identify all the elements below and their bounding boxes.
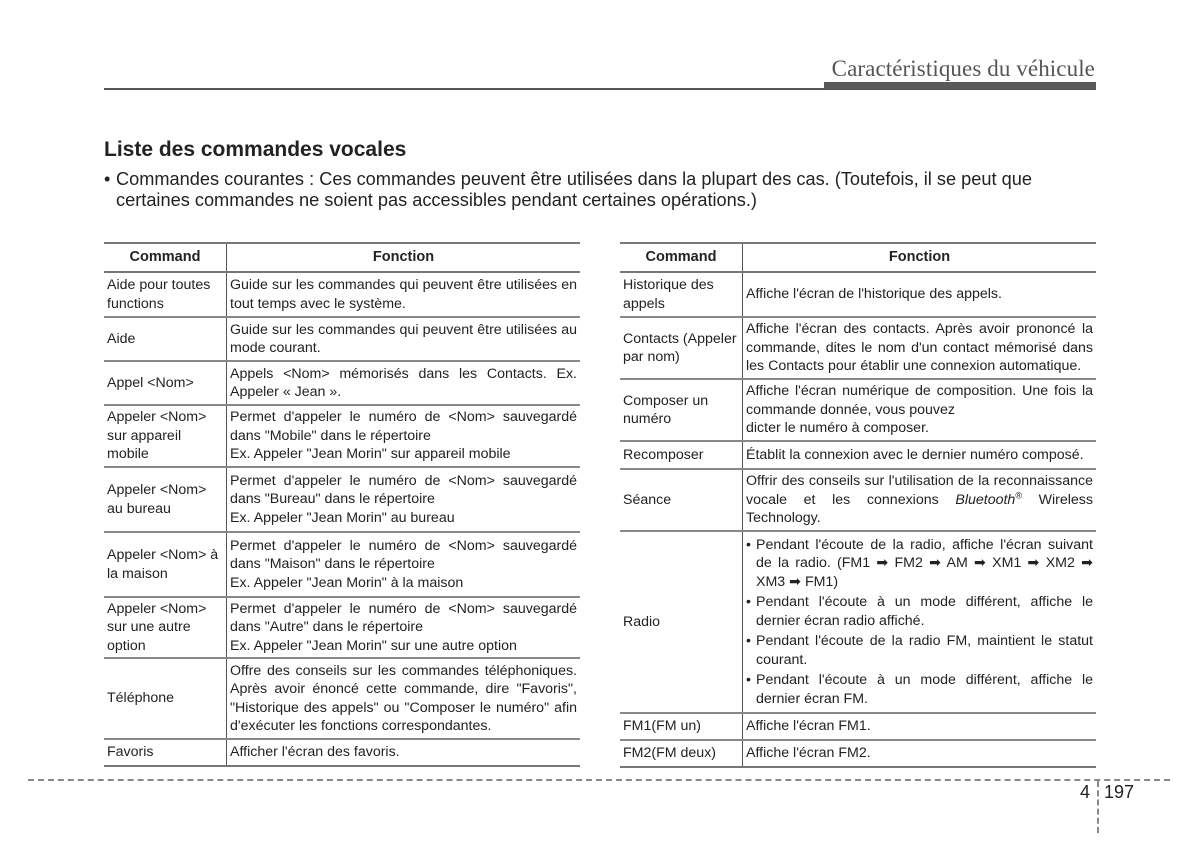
command-cell: Radio xyxy=(620,531,743,713)
command-cell: Historique des appels xyxy=(620,272,743,317)
list-item: • Pendant l'écoute à un mode différent, affiche le dernier écran radio affiché. xyxy=(746,593,1093,630)
fonction-cell xyxy=(227,532,581,597)
command-cell: Appeler <Nom> sur une autre option xyxy=(104,597,227,658)
table-row xyxy=(620,713,1096,740)
command-cell: Contacts (Appeler par nom) xyxy=(620,317,743,379)
voice-commands-table-right xyxy=(620,242,1096,768)
fonction-cell xyxy=(227,405,581,467)
list-item: • Pendant l'écoute de la radio, affiche l'écran suivant de la radio. (FM1 ➡ FM2 ➡ AM ➡ XM1 ➡ XM2 ➡ XM3 ➡ FM1) xyxy=(746,536,1093,592)
fonction-cell: Affiche l'écran FM1. xyxy=(743,713,1097,740)
command-cell: Appeler <Nom> au bureau xyxy=(104,467,227,532)
radio-bullet-list xyxy=(746,536,1093,709)
voice-commands-table-left xyxy=(104,242,580,767)
table-row xyxy=(620,272,1096,317)
table-row xyxy=(620,531,1096,713)
command-cell: Séance xyxy=(620,469,743,531)
table-row xyxy=(620,379,1096,441)
header-bar xyxy=(824,82,1096,90)
fonction-example: Ex. Appeler "Jean Morin" sur une autre option xyxy=(230,637,517,654)
column-header-command: Command xyxy=(104,243,227,272)
fonction-cell xyxy=(227,467,581,532)
header-rule xyxy=(104,88,824,90)
command-cell: Aide pour toutes functions xyxy=(104,272,227,317)
fonction-line: Affiche l'écran numérique de composition. Une fois la commande donnée, vous pouvez xyxy=(746,383,1093,418)
fonction-text: Offrir des conseils sur l'utilisation de la reconnaissance vocale et les connexions xyxy=(746,473,1093,508)
page-number: 197 xyxy=(1104,782,1135,802)
fonction-cell xyxy=(743,469,1097,531)
fonction-cell: Affiche l'écran FM2. xyxy=(743,740,1097,767)
bullet-icon: • xyxy=(104,169,111,189)
table-row xyxy=(104,467,580,532)
table-row xyxy=(104,739,580,766)
fonction-cell: Guide sur les commandes qui peuvent être utilisées au mode courant. xyxy=(227,317,581,361)
fonction-cell: Affiche l'écran de l'historique des appels. xyxy=(743,272,1097,317)
table-row xyxy=(620,740,1096,767)
table-row xyxy=(104,317,580,361)
column-header-fonction: Fonction xyxy=(743,243,1097,272)
bluetooth-brand: Bluetooth xyxy=(955,491,1016,508)
fonction-example: Ex. Appeler "Jean Morin" à la maison xyxy=(230,574,464,591)
intro-paragraph xyxy=(104,169,1099,211)
intro-text: Commandes courantes : Ces commandes peuvent être utilisées dans la plupart des cas. (Toutefois, il se peut que certaines commandes ne soient pas accessibles pendant certaines opérations.) xyxy=(116,169,1032,210)
table-row xyxy=(104,597,580,658)
table-header-row xyxy=(620,243,1096,272)
chapter-number: 4 xyxy=(1080,782,1091,802)
fonction-line: dicter le numéro à composer. xyxy=(746,420,929,437)
table-row xyxy=(620,317,1096,379)
fonction-cell: Affiche l'écran des contacts. Après avoir prononcé la commande, dites le nom d'un contact mémorisé dans les Contacts pour établir une connexion automatique. xyxy=(743,317,1097,379)
command-cell: FM1(FM un) xyxy=(620,713,743,740)
fonction-cell: Offre des conseils sur les commandes téléphoniques. Après avoir énoncé cette commande, dire "Favoris", "Historique des appels" ou "Composer le numéro" afin d'exécuter les fonctions correspondantes. xyxy=(227,658,581,739)
table-row xyxy=(620,441,1096,469)
command-cell: Téléphone xyxy=(104,658,227,739)
list-item: • Pendant l'écoute à un mode différent, affiche le dernier écran FM. xyxy=(746,671,1093,708)
fonction-cell: Établit la connexion avec le dernier numéro composé. xyxy=(743,441,1097,469)
fonction-cell xyxy=(227,597,581,658)
fonction-cell xyxy=(743,379,1097,441)
column-header-command: Command xyxy=(620,243,743,272)
registered-mark: ® xyxy=(1015,490,1022,501)
chapter-title: Caractéristiques du véhicule xyxy=(831,56,1095,81)
footer-vertical-dashed-rule xyxy=(1097,781,1099,833)
command-cell: Aide xyxy=(104,317,227,361)
fonction-line: Permet d'appeler le numéro de <Nom> sauvegardé dans "Autre" dans le répertoire xyxy=(230,600,577,636)
table-row xyxy=(104,361,580,405)
fonction-cell xyxy=(743,531,1097,713)
command-cell: Appel <Nom> xyxy=(104,361,227,405)
fonction-line: Permet d'appeler le numéro de <Nom> sauvegardé dans "Mobile" dans le répertoire xyxy=(230,409,577,444)
table-header-row xyxy=(104,243,580,272)
fonction-text: Wireless Technology. xyxy=(746,491,1093,527)
footer-dashed-rule xyxy=(28,779,1170,781)
table-row xyxy=(104,272,580,317)
command-cell: Composer un numéro xyxy=(620,379,743,441)
table-row xyxy=(620,469,1096,531)
section-title: Liste des commandes vocales xyxy=(104,138,407,161)
fonction-cell: Afficher l'écran des favoris. xyxy=(227,739,581,766)
command-cell: FM2(FM deux) xyxy=(620,740,743,767)
command-cell: Favoris xyxy=(104,739,227,766)
fonction-line: Permet d'appeler le numéro de <Nom> sauvegardé dans "Bureau" dans le répertoire xyxy=(230,472,577,508)
table-row xyxy=(104,532,580,597)
table-row xyxy=(104,658,580,739)
fonction-cell: Guide sur les commandes qui peuvent être utilisées en tout temps avec le système. xyxy=(227,272,581,317)
fonction-line: Permet d'appeler le numéro de <Nom> sauvegardé dans "Maison" dans le répertoire xyxy=(230,537,577,573)
command-cell: Appeler <Nom> à la maison xyxy=(104,532,227,597)
fonction-cell: Appels <Nom> mémorisés dans les Contacts. Ex. Appeler « Jean ». xyxy=(227,361,581,405)
fonction-example: Ex. Appeler "Jean Morin" sur appareil mobile xyxy=(230,446,511,463)
table-row xyxy=(104,405,580,467)
list-item: • Pendant l'écoute de la radio FM, maintient le statut courant. xyxy=(746,632,1093,669)
fonction-example: Ex. Appeler "Jean Morin" au bureau xyxy=(230,509,455,526)
command-cell: Recomposer xyxy=(620,441,743,469)
command-cell: Appeler <Nom> sur appareil mobile xyxy=(104,405,227,467)
column-header-fonction: Fonction xyxy=(227,243,581,272)
